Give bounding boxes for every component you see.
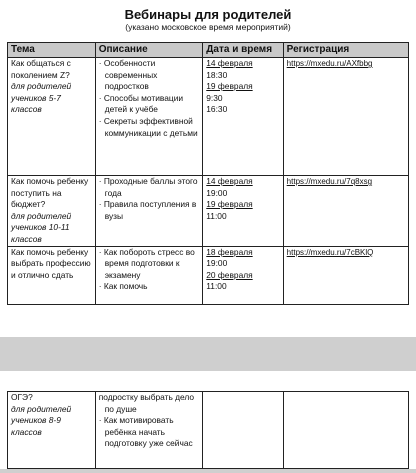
description-cell xyxy=(95,58,203,176)
webinar-time: 19:00 xyxy=(206,258,228,269)
column-header-description: Описание xyxy=(95,43,203,58)
webinar-date: 19 февраля xyxy=(206,81,253,92)
page-title: Вебинары для родителей xyxy=(124,7,292,22)
topic-question: Как помочь ребенку поступить на бюджет? xyxy=(11,176,89,210)
description-item: · Способы мотивации детей к учёбе xyxy=(98,92,184,115)
topic-audience: для родителей учеников 5-7 классов xyxy=(11,81,72,115)
description-item-continued: подростку выбрать дело по душе xyxy=(98,392,195,414)
column-header-datetime: Дата и время xyxy=(203,43,283,58)
webinar-date: 18 февраля xyxy=(206,246,253,257)
webinar-time: 11:00 xyxy=(206,281,227,292)
datetime-cell xyxy=(203,392,283,469)
description-cell xyxy=(95,392,203,469)
description-item: · Проходные баллы этого года xyxy=(98,176,198,198)
table-row xyxy=(8,392,409,469)
topic-audience: для родителей учеников 8-9 классов xyxy=(11,403,72,437)
registration-cell xyxy=(283,246,408,304)
topic-cell xyxy=(8,246,96,304)
page-subtitle: (указано московское время мероприятий) xyxy=(125,22,291,32)
topic-audience: для родителей учеников 10-11 классов xyxy=(11,210,72,244)
webinar-date: 20 февраля xyxy=(206,269,253,280)
topic-cell xyxy=(8,176,96,247)
registration-cell xyxy=(283,58,408,176)
description-item: · Особенности современных подростков xyxy=(98,58,158,92)
description-item: · Как помочь xyxy=(98,281,148,292)
datetime-cell xyxy=(203,58,283,176)
registration-cell xyxy=(283,392,408,469)
registration-link[interactable]: https://mxedu.ru/AXfbbg xyxy=(286,59,373,68)
description-item: · Как мотивировать ребёнка начать подготовку уже сейчас xyxy=(98,415,193,449)
webinar-time: 19:00 xyxy=(206,187,228,198)
topic-question: Как общаться с поколением Z? xyxy=(11,58,71,80)
topic-cell xyxy=(8,392,96,469)
registration-link[interactable]: https://mxedu.ru/7cBKlQ xyxy=(286,247,374,257)
registration-link[interactable]: https://mxedu.ru/7q8xsg xyxy=(286,177,373,186)
page-break-band xyxy=(0,337,416,371)
webinar-time: 11:00 xyxy=(206,210,227,221)
webinar-date: 14 февраля xyxy=(206,58,253,68)
table-row xyxy=(8,246,409,304)
datetime-cell xyxy=(203,246,283,304)
datetime-cell xyxy=(203,176,283,247)
webinar-table xyxy=(7,42,409,305)
table-row xyxy=(8,176,409,247)
webinar-date: 14 февраля xyxy=(206,176,253,186)
description-cell xyxy=(95,246,203,304)
webinar-time: 9:30 xyxy=(206,92,223,103)
description-item: · Правила поступления в вузы xyxy=(98,199,197,221)
description-item: · Секреты эффективной коммуникации с детьми xyxy=(98,115,198,138)
column-header-registration: Регистрация xyxy=(283,43,408,58)
description-item: · Как побороть стресс во время подготовки к экзамену xyxy=(98,246,195,280)
table-header-row xyxy=(8,43,409,58)
topic-question: ОГЭ? xyxy=(11,392,33,402)
webinar-table-continued xyxy=(7,391,409,469)
page-edge-band xyxy=(0,469,416,473)
column-header-topic: Тема xyxy=(8,43,96,58)
description-cell xyxy=(95,176,203,247)
topic-question: Как помочь ребенку выбрать профессию и отлично сдать xyxy=(11,246,91,280)
topic-cell xyxy=(8,58,96,176)
webinar-time: 18:30 xyxy=(206,69,228,80)
table-row xyxy=(8,58,409,176)
registration-cell xyxy=(283,176,408,247)
webinar-date: 19 февраля xyxy=(206,199,253,210)
webinar-time: 16:30 xyxy=(206,104,228,115)
